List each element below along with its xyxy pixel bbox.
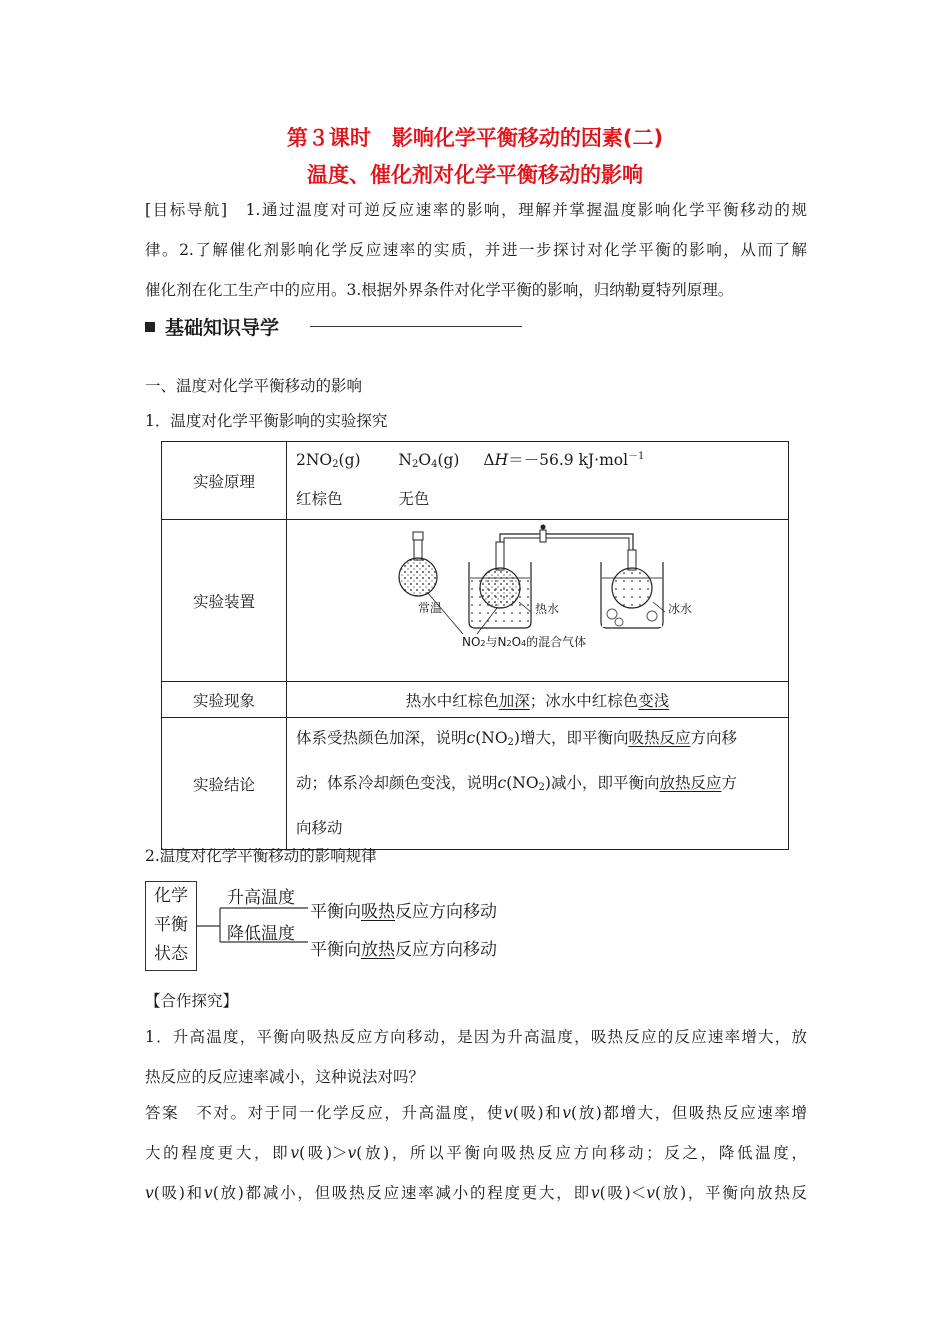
eq-h: H: [494, 450, 509, 469]
down-label: 降低温度: [227, 924, 295, 944]
coop-heading: 【合作探究】: [145, 992, 239, 1010]
c1sub: 2: [507, 737, 514, 748]
a3a: (吸)和: [153, 1184, 204, 1202]
answer-line-2: [145, 1142, 807, 1164]
v-symbol: v: [504, 1104, 513, 1122]
part1-sub1: 1．温度对化学平衡影响的实验探究: [145, 412, 388, 430]
c2e: 方: [721, 774, 737, 792]
eq-no2-sub: 2: [332, 458, 339, 470]
color-row: [296, 487, 788, 511]
principle-content: [287, 442, 789, 520]
gas-d: 的混合气体: [526, 635, 587, 649]
a3b: (放)都减小，但吸热反应速率减小的程度更大，即: [212, 1184, 591, 1202]
a3d: (放)，平衡向放热反: [655, 1184, 807, 1202]
eq-no2: 2NO: [296, 450, 333, 469]
flask-room-temp: [399, 532, 437, 596]
c2d: )减小，即平衡向: [544, 774, 660, 792]
gas-b: 与N: [485, 635, 507, 649]
answer-line-1: [145, 1102, 807, 1124]
fig-label-hot: 热水: [535, 602, 560, 616]
section-bullet: [145, 322, 155, 332]
gas-sub2: 2: [506, 639, 512, 648]
a2c: (放)，所以平衡向吸热反应方向移动；反之，降低温度，: [356, 1144, 807, 1162]
c1c: c: [466, 729, 476, 747]
c2a: 动；体系冷却颜色变浅，说明: [296, 774, 498, 792]
box-line-3: 状态: [154, 944, 188, 964]
c2b: (NO: [506, 774, 539, 792]
gas-c: O: [511, 635, 522, 649]
coop-q1-line-2: 热反应的反应速率减小，这种说法对吗？: [145, 1068, 425, 1086]
phen-d: 变浅: [638, 691, 670, 710]
c2sub: 2: [538, 782, 545, 793]
conclusion-content: [287, 718, 789, 850]
eq-n2o4-sub1: 2: [411, 458, 419, 470]
c1e: 方向移: [690, 729, 737, 747]
page-subtitle: 温度、催化剂对化学平衡移动的影响: [307, 163, 643, 187]
up-label: 升高温度: [227, 888, 295, 908]
a1c: (放)都增大，但吸热反应速率增: [571, 1104, 807, 1122]
beaker-ice-water: [601, 550, 663, 628]
eq-dh-exp: －1: [628, 450, 645, 462]
c1a: 体系受热颜色加深，说明: [296, 729, 467, 747]
table-row: [162, 442, 789, 520]
a1a: 不对。对于同一化学反应，升高温度，使: [179, 1104, 505, 1122]
phen-c: ；冰水中红棕色: [529, 691, 639, 710]
eq-no2-state: (g): [338, 450, 361, 469]
objectives-line-2: 律。2.了解催化剂影响化学反应速率的实质，并进一步探讨对化学平衡的影响，从而了解: [145, 241, 807, 259]
v-symbol: v: [347, 1144, 357, 1162]
apparatus-label: 实验装置: [162, 520, 287, 682]
objectives-line-3: 催化剂在化工生产中的应用。3.根据外界条件对化学平衡的影响，归纳勒夏特列原理。: [145, 281, 734, 299]
conclusion-line-2: [296, 763, 788, 808]
c2u: 放热反应: [659, 774, 722, 792]
clamp-icon: [540, 525, 546, 543]
up-a: 平衡向: [310, 902, 361, 922]
principle-label: 实验原理: [162, 442, 287, 520]
fig-label-ice: 冰水: [668, 602, 693, 616]
a2a: 大的程度更大，即: [145, 1144, 291, 1162]
v-symbol: v: [590, 1184, 600, 1202]
table-row: [162, 682, 789, 718]
equation: [296, 445, 788, 477]
box-line-1: 化学: [154, 886, 188, 906]
gas-sub1: 2: [480, 639, 486, 648]
eq-n2o4-b: O: [418, 450, 432, 469]
phen-a: 热水中红棕色: [405, 691, 499, 710]
down-b: 反应方向移动: [395, 940, 497, 960]
phenomenon-label: 实验现象: [162, 682, 287, 718]
a1b: (吸)和: [512, 1104, 563, 1122]
eq-dh-value: ＝－56.9 kJ·mol: [508, 450, 629, 469]
page-title: 第３课时 影响化学平衡移动的因素(二): [286, 126, 664, 150]
fig-label-room: 常温: [418, 601, 443, 615]
equilibrium-box: [145, 881, 197, 971]
conclusion-label: 实验结论: [162, 718, 287, 850]
apparatus-figure-cell: [287, 520, 789, 682]
color-left: 红棕色: [296, 489, 343, 508]
v-symbol: v: [203, 1184, 213, 1202]
v-symbol: v: [290, 1144, 300, 1162]
phenomenon-content: [287, 682, 789, 718]
up-u: 吸热: [361, 902, 395, 922]
c1u: 吸热反应: [628, 729, 691, 747]
section-heading: 基础知识导学: [165, 317, 280, 339]
a3c: (吸)＜: [599, 1184, 647, 1202]
down-a: 平衡向: [310, 940, 361, 960]
phen-b: 加深: [498, 691, 530, 710]
eq-n2o4-sub2: 4: [431, 458, 438, 470]
gas-sub3: 4: [521, 639, 527, 648]
table-row: [162, 520, 789, 682]
v-symbol: v: [562, 1104, 572, 1122]
v-symbol: v: [145, 1184, 154, 1202]
c1b: (NO: [475, 729, 508, 747]
fig-label-gas: [462, 633, 586, 650]
down-result: [310, 935, 497, 960]
part1-sub2: 2.温度对化学平衡移动的影响规律: [145, 847, 377, 865]
answer-line-3: [145, 1182, 807, 1204]
v-symbol: v: [646, 1184, 655, 1202]
part1-heading: 一、温度对化学平衡移动的影响: [145, 377, 363, 395]
up-result: [310, 897, 497, 922]
experiment-table: [161, 441, 789, 850]
gas-a: NO: [462, 635, 481, 649]
eq-delta: Δ: [483, 450, 495, 469]
conclusion-line-1: [296, 718, 788, 763]
section-rule: [310, 326, 522, 327]
answer-label: 答案: [145, 1104, 180, 1122]
eq-n2o4-state: (g): [437, 450, 460, 469]
box-line-2: 平衡: [154, 915, 188, 935]
table-row: [162, 718, 789, 850]
conclusion-line-3: 向移动: [296, 819, 343, 837]
eq-n2o4-a: N: [398, 450, 412, 469]
coop-q1-line-1: 1．升高温度，平衡向吸热反应方向移动，是因为升高温度，吸热反应的反应速率增大，放: [145, 1028, 807, 1046]
c2c: c: [497, 774, 507, 792]
color-right: 无色: [398, 489, 430, 508]
a2b: (吸)＞: [299, 1144, 348, 1162]
down-u: 放热: [361, 940, 395, 960]
c1d: )增大，即平衡向: [513, 729, 629, 747]
up-b: 反应方向移动: [395, 902, 497, 922]
objectives-line-1: [目标导航] 1.通过温度对可逆反应速率的影响，理解并掌握温度影响化学平衡移动的规: [145, 201, 807, 219]
